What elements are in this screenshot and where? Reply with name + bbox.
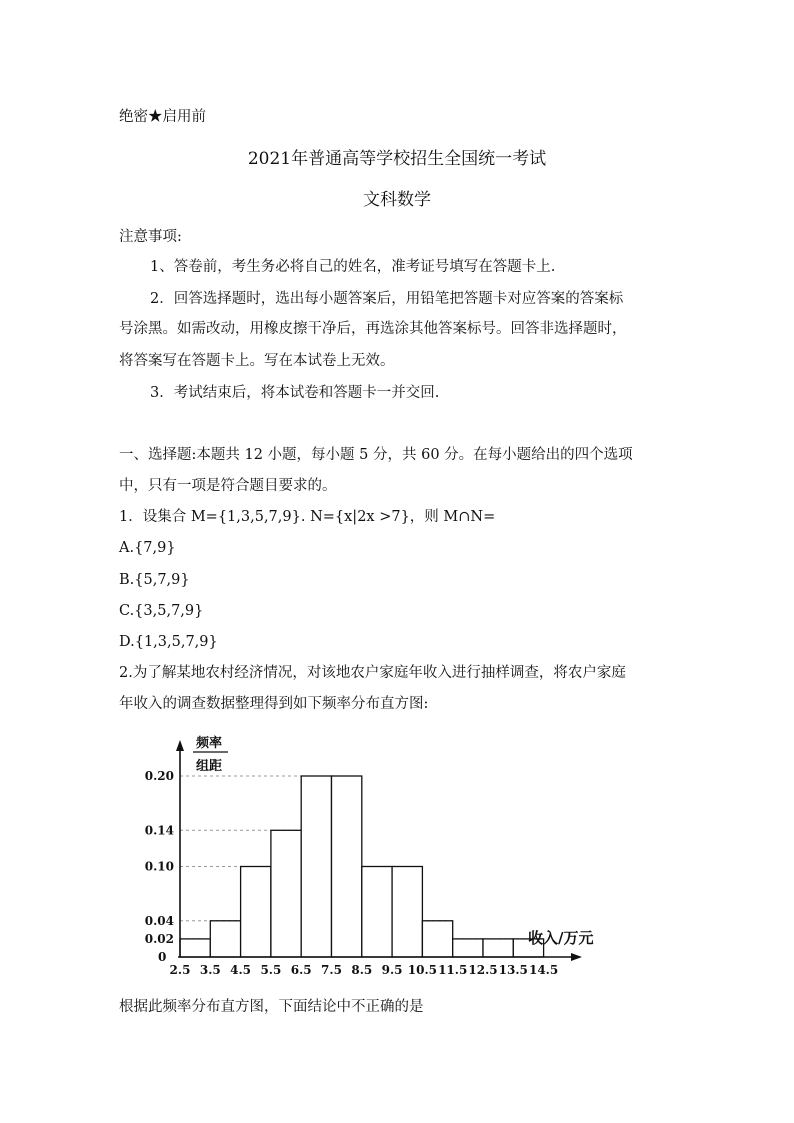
x-tick-label: 14.5 — [528, 963, 559, 977]
question-1-option-b: B.{5,7,9} — [119, 572, 190, 588]
y-tick-label: 0.04 — [144, 913, 174, 928]
histogram-bar — [241, 867, 271, 958]
x-tick-label: 9.5 — [381, 963, 403, 977]
question-2-after-chart: 根据此频率分布直方图，下面结论中不正确的是 — [119, 999, 424, 1015]
x-tick-label: 2.5 — [169, 963, 191, 977]
x-tick-label: 4.5 — [230, 963, 252, 977]
frequency-histogram — [0, 720, 794, 990]
y-label-top: 频率 — [196, 736, 223, 751]
x-tick-label: 13.5 — [498, 963, 528, 977]
note-item-3: 3．考试结束后，将本试卷和答题卡一并交回. — [150, 385, 440, 401]
question-2-stem-line-1: 2.为了解某地农村经济情况，对该地农户家庭年收入进行抽样调查，将农户家庭 — [119, 665, 626, 681]
note-item-2-line-3: 将答案写在答题卡上。写在本试卷上无效。 — [119, 353, 395, 369]
secret-label: 绝密★启用前 — [119, 109, 206, 125]
question-1-option-c: C.{3,5,7,9} — [119, 603, 204, 619]
x-tick-label: 8.5 — [351, 963, 373, 977]
x-tick-label: 3.5 — [199, 963, 221, 977]
note-item-1: 1、答卷前，考生务必将自己的姓名，准考证号填写在答题卡上. — [150, 259, 556, 275]
note-item-2-line-1: 2．回答选择题时，选出每小题答案后，用铅笔把答题卡对应答案的答案标 — [150, 291, 624, 307]
x-axis-arrow — [571, 953, 582, 961]
question-2-stem-line-2: 年收入的调查数据整理得到如下频率分布直方图: — [119, 696, 429, 712]
question-1-option-a: A.{7,9} — [119, 540, 176, 556]
question-1-option-d: D.{1,3,5,7,9} — [119, 634, 218, 650]
x-tick-label: 11.5 — [438, 963, 468, 977]
exam-title: 2021年普通高等学校招生全国统一考试 — [247, 149, 547, 169]
question-1-stem: 1．设集合 M={1,3,5,7,9}. N={x|2x >7}，则 M∩N= — [119, 509, 496, 525]
y-axis-arrow — [176, 740, 184, 751]
section-intro-line-2: 中，只有一项是符合题目要求的。 — [119, 478, 337, 494]
x-axis-label: 收入/万元 — [528, 929, 594, 947]
histogram-bar — [483, 939, 513, 957]
y-tick-label: 0.02 — [144, 931, 174, 946]
notes-heading: 注意事项: — [119, 229, 182, 245]
histogram-bar — [362, 867, 392, 958]
x-tick-label: 7.5 — [321, 963, 342, 977]
histogram-bar — [392, 867, 422, 958]
histogram-bar — [422, 921, 452, 957]
y-tick-label: 0.14 — [144, 823, 174, 838]
x-tick-label: 10.5 — [407, 963, 438, 977]
note-item-2-line-2: 号涂黑。如需改动，用橡皮擦干净后，再选涂其他答案标号。回答非选择题时， — [119, 321, 627, 337]
histogram-bar — [301, 776, 331, 957]
section-intro-line-1: 一、选择题:本题共 12 小题，每小题 5 分，共 60 分。在每小题给出的四个选项 — [119, 447, 633, 463]
x-tick-label: 5.5 — [260, 963, 282, 977]
x-tick-label: 12.5 — [468, 963, 498, 977]
y-tick-label: 0.20 — [144, 769, 174, 783]
subject-title: 文科数学 — [363, 190, 431, 210]
y-tick-label: 0.10 — [144, 859, 174, 874]
histogram-bar — [271, 830, 301, 957]
histogram-bar — [210, 921, 240, 957]
histogram-bar — [453, 939, 483, 957]
histogram-bar — [180, 939, 210, 957]
histogram-bar — [332, 776, 362, 957]
origin-label: 0 — [158, 950, 167, 964]
x-tick-label: 6.5 — [290, 963, 312, 977]
y-label-bottom: 组距 — [196, 759, 223, 774]
